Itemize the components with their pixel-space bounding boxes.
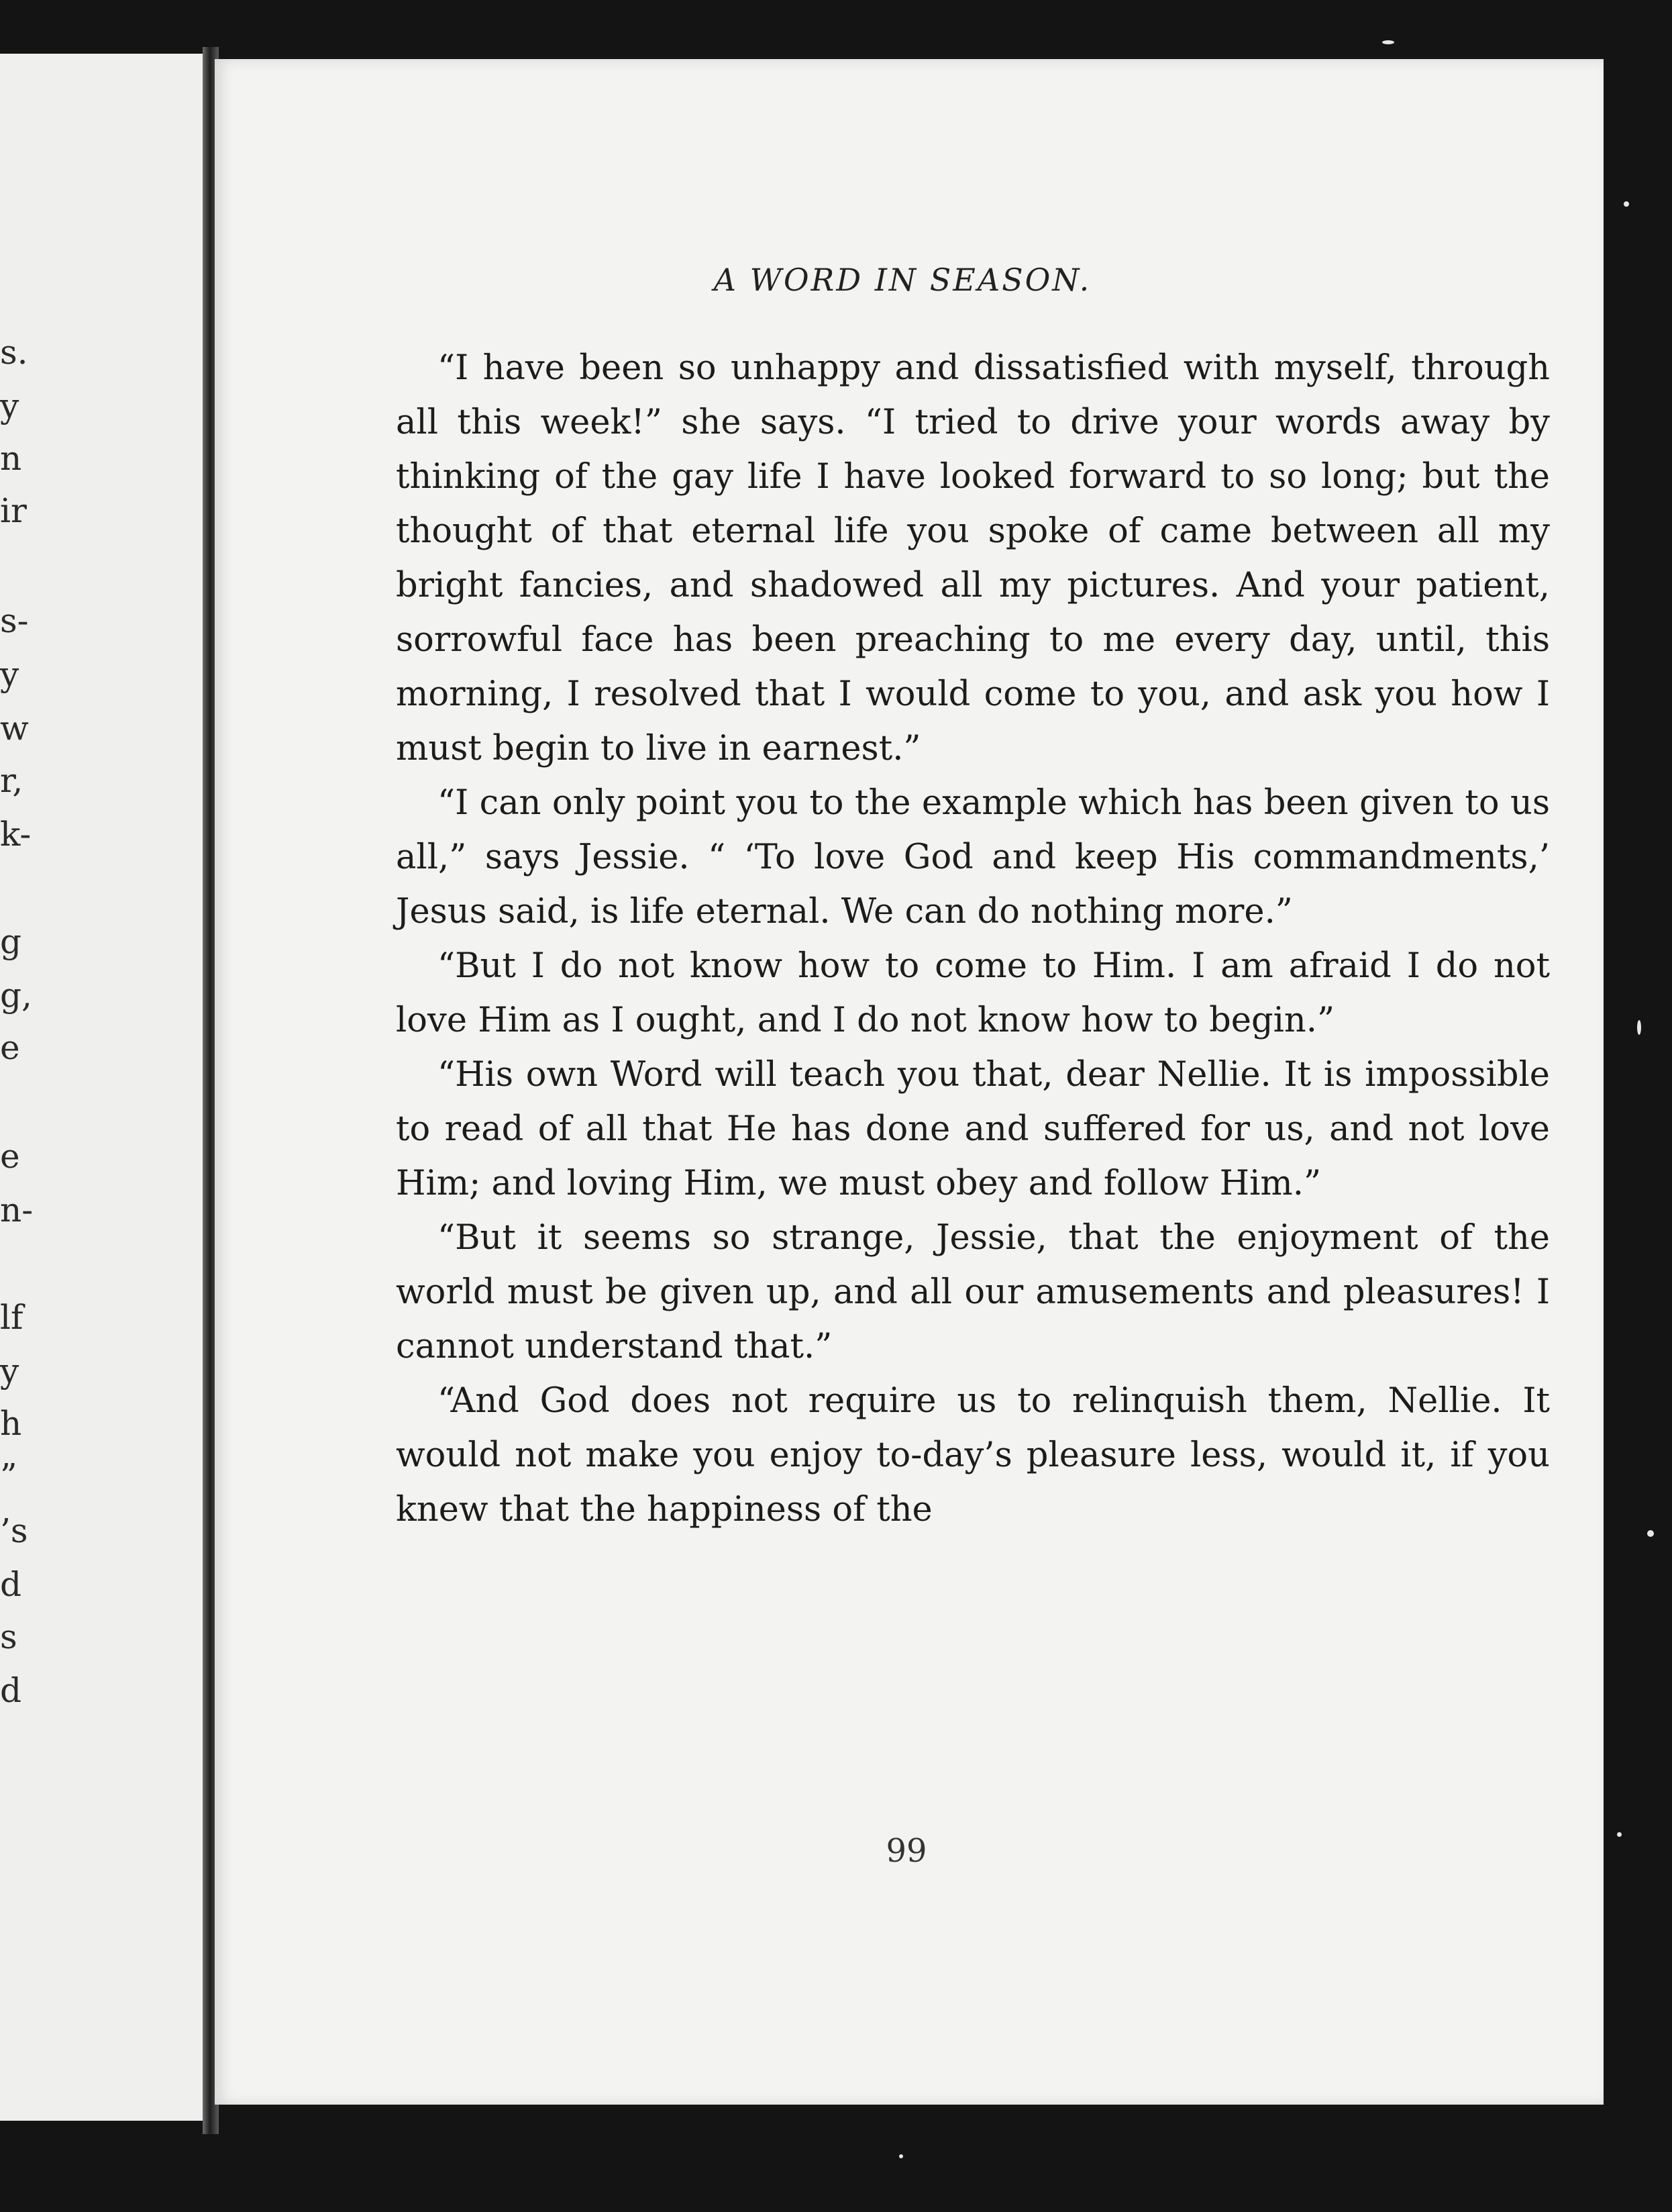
scan-speck (1647, 1530, 1654, 1537)
left-edge-fragment: ” (0, 1456, 17, 1495)
scan-speck (899, 2154, 903, 2158)
scan-speck (1382, 40, 1394, 44)
left-edge-fragment: lf (0, 1298, 23, 1337)
left-edge-fragment: n- (0, 1191, 34, 1229)
running-header: A WORD IN SEASON. (713, 262, 1092, 298)
left-edge-fragment: ir (0, 491, 27, 530)
scan-speck (1617, 1832, 1622, 1837)
left-edge-fragment: g, (0, 976, 32, 1015)
right-page (215, 59, 1604, 2105)
scan-speck (1624, 201, 1629, 207)
left-edge-fragment: k- (0, 815, 32, 854)
left-edge-fragment: g (0, 922, 22, 961)
left-edge-fragment: e (0, 1028, 20, 1067)
left-edge-fragment: r, (0, 761, 23, 800)
paragraph: “I have been so unhappy and dissatisfied with myself, through all this week!” she says. “I tried to drive your words away by thinking of the gay life I have looked forward to so long; but the thought of that eternal life you spoke of came between all my bright fancies, and shadowed all my pictures. And your patient, sorrowful face has been preaching to me every day, until, this morning, I resolved that I would come to you, and ask you how I must begin to live in earnest.” (396, 348, 1550, 768)
left-edge-fragment: y (0, 387, 19, 425)
left-edge-fragment: s. (0, 333, 28, 372)
scan-speck (1637, 1020, 1641, 1035)
left-edge-fragment: e (0, 1137, 20, 1176)
page-number: 99 (886, 1832, 927, 1870)
body-text (396, 341, 1550, 1537)
left-page-edge (0, 54, 213, 2121)
paragraph: “I can only point you to the example which has been given to us all,” says Jessie. “ ‘To love God and keep His commandments,’ Jesus said, is life eternal. We can do nothing more.” (396, 783, 1550, 932)
left-edge-fragment: y (0, 1352, 19, 1391)
left-edge-fragment: d (0, 1671, 22, 1710)
left-edge-fragment: y (0, 655, 19, 694)
paragraph: “And God does not require us to relinquish them, Nellie. It would not make you enjoy to-day’s pleasure less, would it, if you knew that the happiness of the (396, 1381, 1550, 1529)
paragraph: “But I do not know how to come to Him. I am afraid I do not love Him as I ought, and I do not know how to begin.” (396, 946, 1550, 1040)
left-edge-fragment: s- (0, 601, 29, 640)
paragraph: “But it seems so strange, Jessie, that the enjoyment of the world must be given up, and all our amusements and pleasures! I cannot understand that.” (396, 1218, 1550, 1366)
left-edge-fragment: ’s (0, 1511, 28, 1550)
left-edge-fragment: n (0, 439, 22, 478)
left-edge-fragment: d (0, 1565, 22, 1604)
left-edge-fragment: w (0, 709, 29, 748)
left-edge-fragment: s (0, 1617, 17, 1656)
left-edge-fragment: h (0, 1404, 22, 1443)
paragraph: “His own Word will teach you that, dear Nellie. It is impossible to read of all that He has done and suffered for us, and not love Him; and loving Him, we must obey and follow Him.” (396, 1055, 1550, 1203)
